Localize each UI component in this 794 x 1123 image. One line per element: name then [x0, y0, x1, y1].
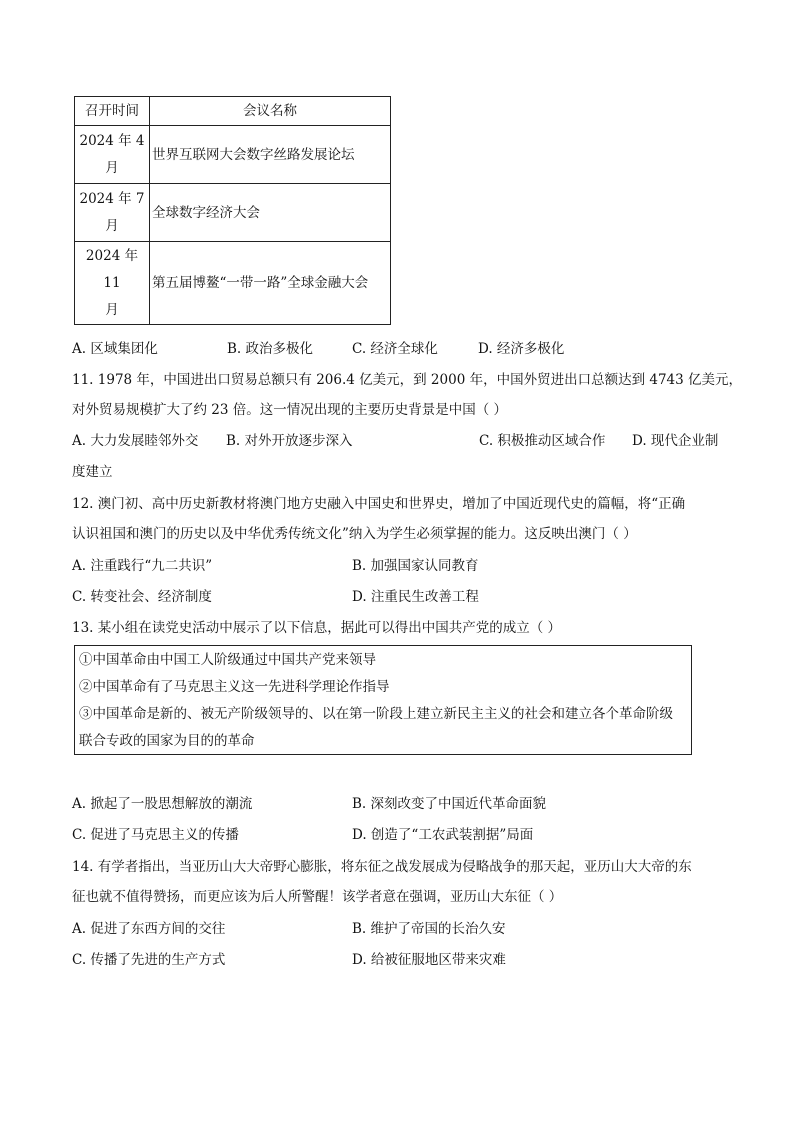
- q11-option-d-continued: 度建立: [72, 464, 113, 480]
- q12-stem-line-2: 认识祖国和澳门的历史以及中华优秀传统文化”纳入为学生必须掌握的能力。这反映出澳门（ ）: [72, 526, 637, 542]
- q14-option-b: B. 维护了帝国的长治久安: [352, 921, 506, 937]
- table-header-cell: 召开时间: [75, 97, 150, 126]
- q13-option-b: B. 深刻改变了中国近代革命面貌: [352, 796, 547, 812]
- meeting-table: [74, 96, 391, 325]
- table-cell-name: 全球数字经济大会: [150, 184, 391, 242]
- date-line: 2024 年 11: [85, 248, 139, 291]
- q14-stem-line-2: 征也就不值得赞扬，而更应该为后人所警醒！该学者意在强调，亚历山大东征（ ）: [72, 889, 563, 905]
- table-row: [75, 126, 391, 184]
- date-line: 月: [105, 160, 119, 176]
- q12-option-a: A. 注重践行“九二共识”: [72, 558, 213, 574]
- q11-option-b: B. 对外开放逐步深入: [226, 433, 353, 449]
- date-line: 月: [105, 302, 119, 318]
- date-line: 2024 年 7: [79, 191, 145, 207]
- table-cell-name: 世界互联网大会数字丝路发展论坛: [150, 126, 391, 184]
- q14-option-a: A. 促进了东西方间的交往: [72, 921, 226, 937]
- q13-option-d: D. 创造了“工农武装割据”局面: [352, 827, 534, 843]
- q10-option-c: C. 经济全球化: [352, 341, 438, 357]
- q10-option-a: A. 区域集团化: [72, 341, 158, 357]
- date-line: 月: [105, 218, 119, 234]
- q12-option-b: B. 加强国家认同教育: [352, 558, 479, 574]
- info-box-line: 联合专政的国家为目的的革命: [79, 733, 255, 749]
- q14-option-c: C. 传播了先进的生产方式: [72, 952, 226, 968]
- q13-option-c: C. 促进了马克思主义的传播: [72, 827, 239, 843]
- q10-option-d: D. 经济多极化: [478, 341, 565, 357]
- q12-option-c: C. 转变社会、经济制度: [72, 589, 212, 605]
- q13-info-box: [74, 645, 692, 755]
- q11-stem-line-1: 11. 1978 年，中国进出口贸易总额只有 206.4 亿美元，到 2000 年，中国外贸进出口总额达到 4743 亿美元，: [72, 372, 743, 388]
- table-cell-name: 第五届博鳌“一带一路”全球金融大会: [150, 242, 391, 325]
- info-box-line: ①中国革命由中国工人阶级通过中国共产党来领导: [79, 652, 376, 668]
- table-row: [75, 184, 391, 242]
- q11-option-c: C. 积极推动区域合作: [479, 433, 606, 449]
- q14-stem-line-1: 14. 有学者指出，当亚历山大大帝野心膨胀，将东征之战发展成为侵略战争的那天起，亚历山大大帝的东: [72, 859, 692, 875]
- q11-stem-line-2: 对外贸易规模扩大了约 23 倍。这一情况出现的主要历史背景是中国（ ）: [72, 402, 508, 418]
- table-cell-date: [75, 126, 150, 184]
- q11-option-d: D. 现代企业制: [632, 433, 719, 449]
- q14-option-d: D. 给被征服地区带来灾难: [352, 952, 506, 968]
- table-header-row: [75, 97, 391, 126]
- q13-stem: 13. 某小组在读党史活动中展示了以下信息，据此可以得出中国共产党的成立（ ）: [72, 620, 562, 636]
- table-row: [75, 242, 391, 325]
- q10-option-b: B. 政治多极化: [227, 341, 314, 357]
- q12-option-d: D. 注重民生改善工程: [352, 589, 479, 605]
- q13-option-a: A. 掀起了一股思想解放的潮流: [72, 796, 253, 812]
- q11-option-a: A. 大力发展睦邻外交: [72, 433, 199, 449]
- date-line: 2024 年 4: [79, 133, 145, 149]
- info-box-line: ②中国革命有了马克思主义这一先进科学理论作指导: [79, 679, 390, 695]
- q12-stem-line-1: 12. 澳门初、高中历史新教材将澳门地方史融入中国史和世界史，增加了中国近现代史的篇幅，将“正确: [72, 496, 686, 512]
- table-header-cell: 会议名称: [150, 97, 391, 126]
- table-cell-date: [75, 184, 150, 242]
- table-cell-date: [75, 242, 150, 325]
- info-box-line: ③中国革命是新的、被无产阶级领导的、以在第一阶段上建立新民主主义的社会和建立各个革命阶级: [79, 706, 673, 722]
